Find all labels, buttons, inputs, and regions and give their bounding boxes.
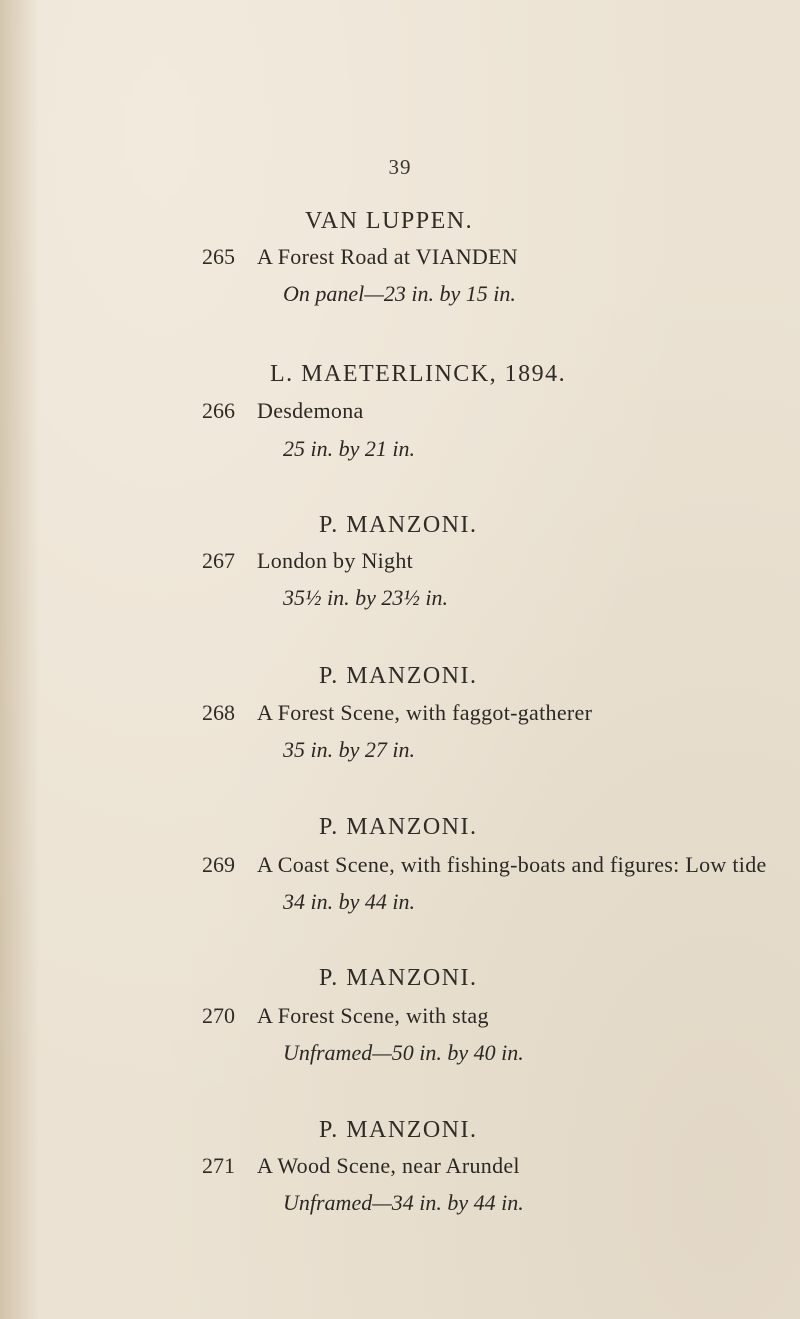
lot-number: 265	[202, 244, 235, 269]
lot-number: 266	[202, 398, 235, 423]
artist-heading: P. MANZONI.	[319, 1117, 478, 1143]
lot-number: 268	[202, 700, 235, 725]
lot-title: London by Night	[257, 548, 414, 573]
page-number: 39	[388, 155, 412, 179]
lot-number: 269	[202, 852, 235, 877]
artist-heading: P. MANZONI.	[319, 814, 478, 840]
artist-heading: P. MANZONI.	[319, 965, 478, 991]
lot-dimensions: On panel—23 in. by 15 in.	[283, 281, 516, 306]
lot-title: A Forest Scene, with faggot-gatherer	[257, 700, 593, 725]
lot-title: A Forest Scene, with stag	[257, 1003, 489, 1028]
lot-dimensions: Unframed—34 in. by 44 in.	[283, 1190, 524, 1215]
lot-dimensions: 35 in. by 27 in.	[283, 737, 415, 762]
lot-title: A Coast Scene, with fishing-boats and figures: Low tide	[257, 852, 767, 877]
artist-heading: P. MANZONI.	[319, 663, 478, 689]
artist-heading: L. MAETERLINCK, 1894.	[270, 361, 567, 387]
artist-heading: P. MANZONI.	[319, 512, 478, 538]
lot-number: 270	[202, 1003, 235, 1028]
lot-dimensions: 35½ in. by 23½ in.	[283, 585, 448, 610]
lot-title: A Wood Scene, near Arundel	[257, 1153, 520, 1178]
lot-dimensions: 25 in. by 21 in.	[283, 436, 415, 461]
artist-heading: VAN LUPPEN.	[305, 208, 474, 234]
lot-number: 271	[202, 1153, 235, 1178]
lot-title: Desdemona	[257, 398, 364, 423]
page-gutter-shadow	[0, 0, 40, 1319]
lot-number: 267	[202, 548, 235, 573]
lot-dimensions: 34 in. by 44 in.	[283, 889, 415, 914]
lot-title: A Forest Road at VIANDEN	[257, 244, 518, 269]
lot-dimensions: Unframed—50 in. by 40 in.	[283, 1040, 524, 1065]
